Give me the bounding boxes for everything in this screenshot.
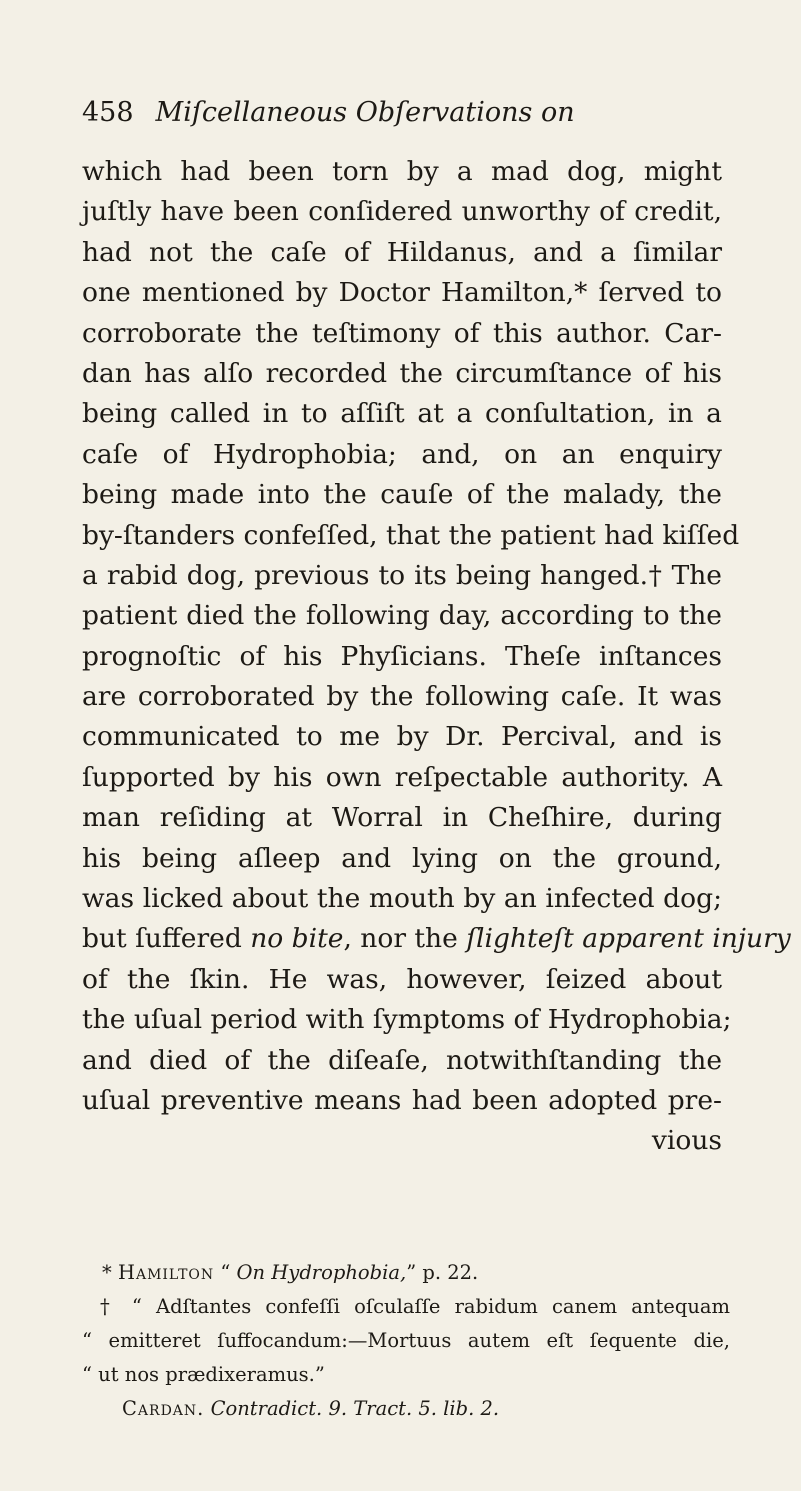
footnote-title: On Hydrophobia, (236, 1261, 407, 1284)
text-line: by-ſtanders confeſſed, that the patient had kiſſed (82, 519, 740, 551)
italic-phrase: no bite (250, 923, 344, 955)
footnotes (82, 1256, 730, 1426)
text-line: one mentioned by Doctor Hamilton,* ſerved to (82, 277, 722, 309)
footnote-source (82, 1392, 730, 1426)
text-line: being made into the cauſe of the malady, the (82, 479, 722, 511)
text-line: prognoſtic of his Phyſicians. Theſe inſtances (82, 640, 722, 672)
text-line: a rabid dog, previous to its being hanged.† The (82, 559, 722, 591)
text-line: which had been torn by a mad dog, might (82, 156, 722, 187)
text-line: had not the caſe of Hildanus, and a ſimilar (82, 236, 722, 268)
text-line: of the ſkin. He was, however, ſeized about (82, 963, 722, 995)
catchword: vious (651, 1125, 722, 1157)
text-line: man reſiding at Worral in Cheſhire, during (82, 802, 722, 834)
text-line: patient died the following day, according to the (82, 600, 722, 632)
footnote-mark: * (102, 1261, 112, 1284)
text-line: communicated to me by Dr. Percival, and is (82, 721, 722, 753)
footnote-line: “ ut nos prædixeramus.” (82, 1363, 325, 1386)
italic-phrase: ſlighteſt apparent injury (466, 923, 791, 955)
text-line: ſupported by his own reſpectable authority. A (82, 761, 722, 793)
text-line: and died of the diſeaſe, notwithſtanding the (82, 1044, 722, 1076)
page-number: 458 (82, 97, 134, 128)
text-line: corroborate the teſtimony of this author. Car- (82, 317, 722, 349)
footnote-hamilton (82, 1256, 730, 1290)
running-header (82, 96, 722, 130)
source-work: Contradict. 9. Tract. 5. lib. 2. (210, 1397, 500, 1420)
text-line: caſe of Hydrophobia; and, on an enquiry (82, 438, 722, 470)
text-line: was licked about the mouth by an infected dog; (82, 883, 722, 915)
text-line: being called in to aſſiſt at a conſultation, in a (82, 398, 722, 430)
text-segment: but ſuffered (82, 923, 251, 955)
open-quote: “ (220, 1261, 231, 1284)
body-text (82, 152, 791, 1162)
text-line: are corroborated by the following caſe. It was (82, 681, 722, 713)
source-author: Cardan. (122, 1397, 205, 1420)
text-line: uſual preventive means had been adopted pre- (82, 1084, 722, 1116)
text-segment: , nor the (343, 923, 467, 955)
running-title: Miſcellaneous Obſervations on (155, 97, 575, 128)
footnote-ref: ” p. 22. (406, 1261, 479, 1284)
footnote-author: Hamilton (117, 1261, 215, 1284)
footnote-line: “ emitteret ſuffocandum:—Mortuus autem eſt ſequente die, (82, 1329, 730, 1352)
text-line: dan has alſo recorded the circumſtance of his (82, 357, 722, 389)
text-line-italic-mix (82, 919, 791, 959)
text-line: his being aſleep and lying on the ground, (82, 842, 722, 874)
text-line: the uſual period with ſymptoms of Hydrophobia; (82, 1004, 732, 1036)
text-line: juſtly have been conſidered unworthy of credit, (82, 196, 722, 228)
footnote-line: † “ Adſtantes confeſſi oſculaſſe rabidum canem antequam (100, 1295, 730, 1318)
